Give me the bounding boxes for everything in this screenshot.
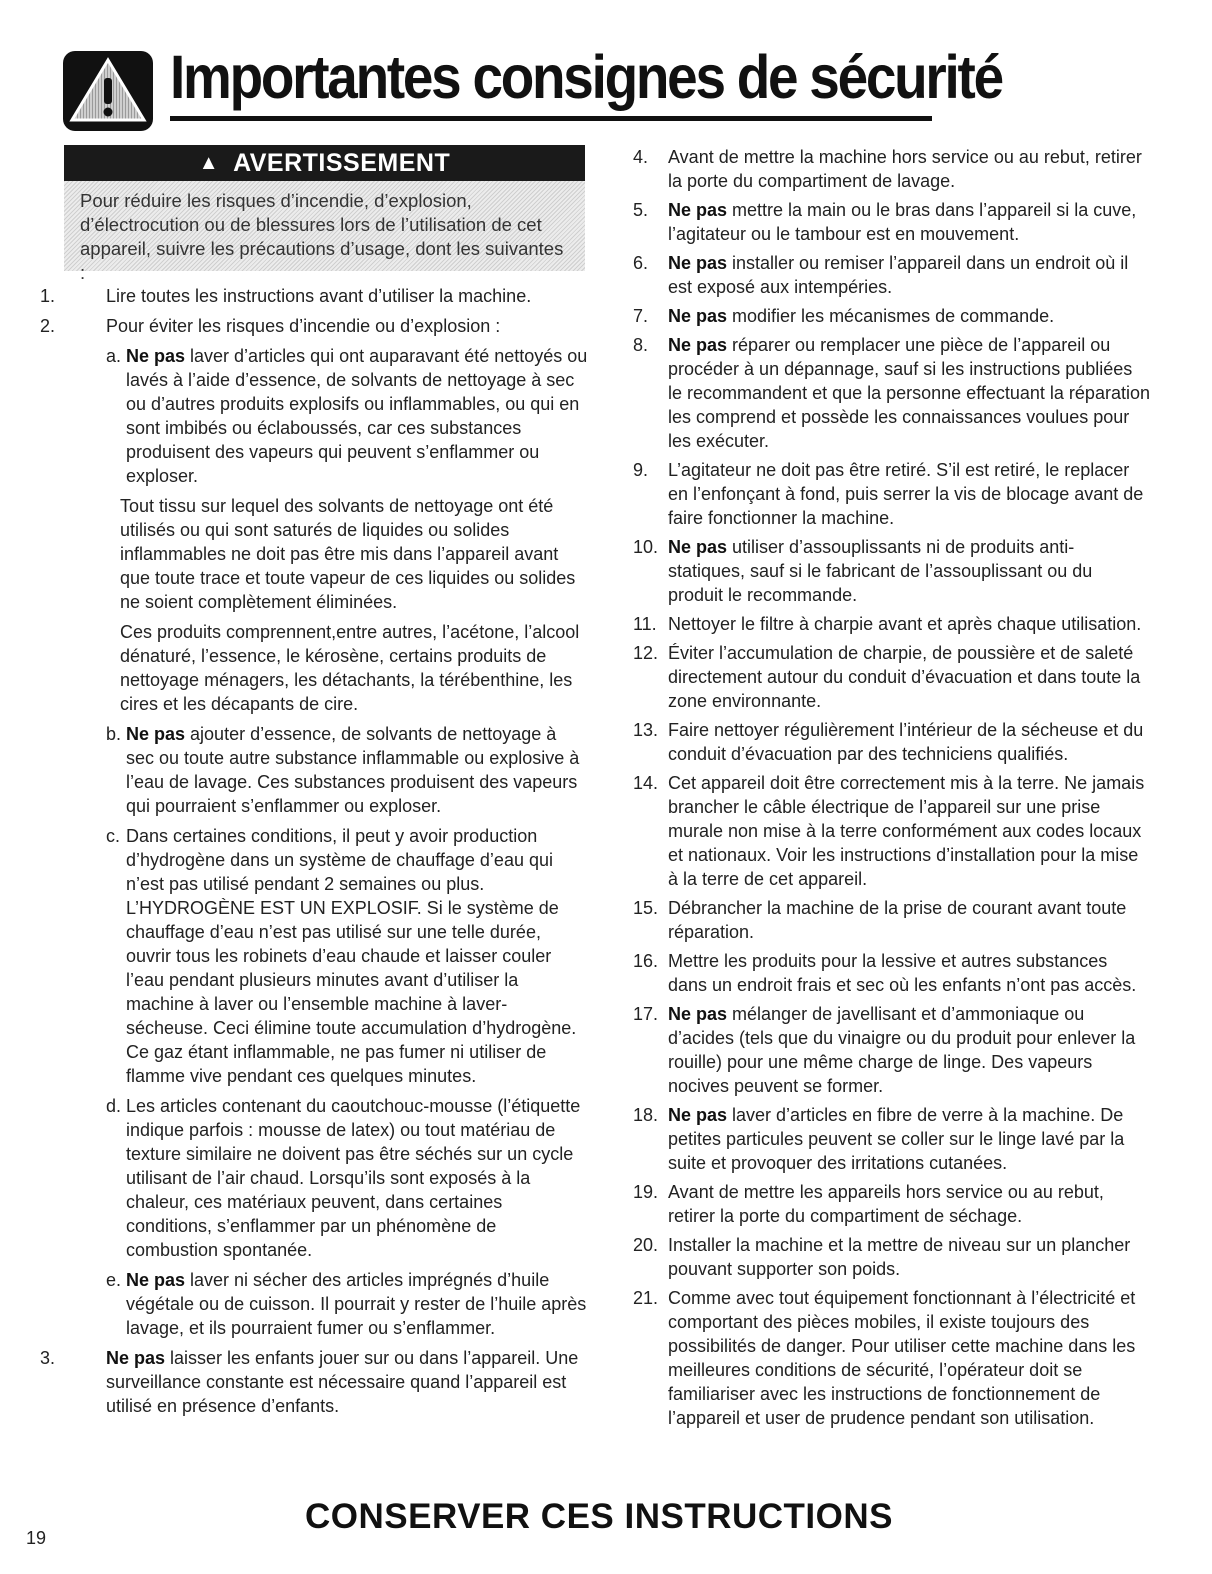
item-number: 6. <box>633 253 649 273</box>
ne-pas-label: Ne pas <box>668 1004 728 1024</box>
list-item <box>633 458 1151 530</box>
warning-box <box>64 145 585 283</box>
sub-item <box>40 344 588 488</box>
item-text: installer ou remiser l’appareil dans un endroit où il est exposé aux intempéries. <box>668 253 1129 297</box>
sub-text: laver ni sécher des articles imprégnés d’huile végétale ou de cuisson. Il pourrait y rester de l’huile après lavage, et ils pourraient fumer ou s’enflammer. <box>126 1270 587 1338</box>
right-column <box>633 145 1151 1435</box>
item-number: 17. <box>633 1004 659 1024</box>
item-text: modifier les mécanismes de commande. <box>727 306 1055 326</box>
sub-letter: d. <box>106 1096 122 1116</box>
warning-header <box>64 145 585 181</box>
item-text: Éviter l’accumulation de charpie, de poussière et de saleté directement autour du conduit d’évacuation et dans toute la zone environnante. <box>668 643 1141 711</box>
sub-text: Dans certaines conditions, il peut y avoir production d’hydrogène dans un système de chauffage d’eau qui n’est pas utilisé pendant 2 semaines ou plus. L’HYDROGÈNE EST UN EXPLOSIF. Si le système de chauffage d’eau n’est pas utilisé sur une telle durée, ouvrir tous les robinets d’eau chaude et laisser couler l’eau pendant plusieurs minutes avant d’utiliser la machine à laver ou l’ensemble machine à laver-sécheuse. Ceci élimine toute accumulation d’hydrogène. Ce gaz étant inflammable, ne pas fumer ni utiliser de flamme vive pendant ces quelques minutes. <box>126 826 577 1086</box>
sub-item <box>40 824 588 1088</box>
ne-pas-label: Ne pas <box>106 1348 166 1368</box>
list-item <box>633 896 1151 944</box>
ne-pas-label: Ne pas <box>668 1105 728 1125</box>
item-number: 11. <box>633 614 657 634</box>
item-number: 9. <box>633 460 649 480</box>
item-text: L’agitateur ne doit pas être retiré. S’il est retiré, le replacer en l’enfonçant à fond, puis serrer la vis de blocage avant de faire fonctionner la machine. <box>668 460 1144 528</box>
list-item <box>40 284 588 308</box>
item-text: laver d’articles en fibre de verre à la machine. De petites particules peuvent se coller sur le linge lavé par la suite et provoquer des irritations cutanées. <box>668 1105 1125 1173</box>
item-number: 20. <box>633 1235 659 1255</box>
item-number: 18. <box>633 1105 659 1125</box>
item-number: 10. <box>633 537 659 557</box>
list-item <box>633 641 1151 713</box>
ne-pas-label: Ne pas <box>126 724 186 744</box>
sub-paragraph: Ces produits comprennent,entre autres, l’acétone, l’alcool dénaturé, l’essence, le kérosène, certains produits de nettoyage ménagers, les détachants, la térébenthine, les cires et les décapants de cire. <box>120 622 580 714</box>
sub-letter: b. <box>106 724 122 744</box>
page-header <box>62 40 1002 130</box>
footer-title: CONSERVER CES INSTRUCTIONS <box>305 1497 893 1536</box>
page-number: 19 <box>26 1528 47 1548</box>
list-item <box>40 1346 588 1418</box>
item-text: Débrancher la machine de la prise de courant avant toute réparation. <box>668 898 1127 942</box>
list-item <box>633 1233 1151 1281</box>
warning-icon <box>62 50 154 132</box>
title-underline <box>170 116 932 121</box>
ne-pas-label: Ne pas <box>668 306 728 326</box>
item-number: 19. <box>633 1182 659 1202</box>
item-text: laisser les enfants jouer sur ou dans l’appareil. Une surveillance constante est nécessaire quand l’appareil est utilisé en présence d’enfants. <box>106 1348 579 1416</box>
item-text: Installer la machine et la mettre de niveau sur un plancher pouvant supporter son poids. <box>668 1235 1131 1279</box>
sub-text: Les articles contenant du caoutchouc-mousse (l’étiquette indique parfois : mousse de latex) ou tout matériau de texture similaire ne doivent pas être séchés sur un cycle utilisant de l’air chaud. Lorsqu’ils sont exposés à la chaleur, ces matériaux peuvent, dans certaines conditions, s’enflammer par un phénomène de combustion spontanée. <box>126 1096 581 1260</box>
item-text: Nettoyer le filtre à charpie avant et après chaque utilisation. <box>668 614 1142 634</box>
ne-pas-label: Ne pas <box>668 253 728 273</box>
sub-letter: c. <box>106 826 121 846</box>
item-number: 15. <box>633 898 659 918</box>
list-item <box>633 1103 1151 1175</box>
list-item <box>633 304 1151 328</box>
list-item <box>40 314 588 338</box>
list-item <box>633 251 1151 299</box>
item-number: 7. <box>633 306 649 326</box>
item-number: 2. <box>40 316 56 336</box>
item-number: 1. <box>40 286 56 306</box>
item-number: 16. <box>633 951 659 971</box>
ne-pas-label: Ne pas <box>668 335 728 355</box>
sub-item <box>40 1094 588 1262</box>
item-text: mélanger de javellisant et d’ammoniaque ou d’acides (tels que du vinaigre ou du produit pour enlever la rouille) pour une même charge de linge. Des vapeurs nocives peuvent se former. <box>668 1004 1136 1096</box>
sub-text: ajouter d’essence, de solvants de nettoyage à sec ou toute autre substance inflammable ou explosive à l’eau de lavage. Ces substances produisent des vapeurs qui pourraient s’enflammer ou exploser. <box>126 724 580 816</box>
ne-pas-label: Ne pas <box>668 537 728 557</box>
list-item <box>633 535 1151 607</box>
list-item <box>633 949 1151 997</box>
list-item <box>633 1180 1151 1228</box>
item-text: utiliser d’assouplissants ni de produits anti-statiques, sauf si le fabricant de l’assouplissant ou du produit le recommande. <box>668 537 1093 605</box>
item-number: 12. <box>633 643 659 663</box>
left-column <box>40 284 588 1424</box>
warning-triangle-icon: ▲ <box>198 151 220 174</box>
sub-paragraph: Tout tissu sur lequel des solvants de nettoyage ont été utilisés ou qui sont saturés de liquides ou solides inflammables ne doit pas être mis dans l’appareil avant que toute trace et toute vapeur de ces liquides ou solides ne soient complètement éliminées. <box>120 496 576 612</box>
item-number: 5. <box>633 200 649 220</box>
list-item <box>633 1002 1151 1098</box>
sub-item <box>40 1268 588 1340</box>
item-text: Mettre les produits pour la lessive et autres substances dans un endroit frais et sec où les enfants n’ont pas accès. <box>668 951 1137 995</box>
item-number: 4. <box>633 147 649 167</box>
item-number: 21. <box>633 1288 659 1308</box>
sub-text: laver d’articles qui ont auparavant été nettoyés ou lavés à l’aide d’essence, de solvants de nettoyage à sec ou d’autres produits explosifs ou inflammables, ou qui en sont imbibés ou éclaboussés, car ces substances produisent des vapeurs qui peuvent s’enflammer ou exploser. <box>126 346 588 486</box>
list-item <box>633 771 1151 891</box>
item-number: 3. <box>40 1348 56 1368</box>
item-text: Avant de mettre les appareils hors service ou au rebut, retirer la porte du compartiment de séchage. <box>668 1182 1104 1226</box>
item-text: Pour éviter les risques d’incendie ou d’explosion : <box>106 316 501 336</box>
list-item <box>633 333 1151 453</box>
list-item <box>633 718 1151 766</box>
sub-letter: a. <box>106 346 122 366</box>
item-number: 8. <box>633 335 649 355</box>
ne-pas-label: Ne pas <box>126 1270 186 1290</box>
warning-text: Pour réduire les risques d’incendie, d’explosion, d’électrocution ou de blessures lors de l’utilisation de cet appareil, suivre les précautions d’usage, dont les suivantes : <box>64 181 585 271</box>
sub-item <box>40 722 588 818</box>
sub-letter: e. <box>106 1270 122 1290</box>
list-item <box>633 145 1151 193</box>
item-text: réparer ou remplacer une pièce de l’appareil ou procéder à un dépannage, sauf si les instructions publiées le recommandent et que la personne effectuant la réparation les comprend et possède les connaissances voulues pour les exécuter. <box>668 335 1150 451</box>
warning-label: AVERTISSEMENT <box>233 148 451 177</box>
list-item <box>633 1286 1151 1430</box>
item-text: Avant de mettre la machine hors service ou au rebut, retirer la porte du compartiment de lavage. <box>668 147 1142 191</box>
item-text: mettre la main ou le bras dans l’appareil si la cuve, l’agitateur ou le tambour est en mouvement. <box>668 200 1137 244</box>
item-number: 14. <box>633 773 659 793</box>
ne-pas-label: Ne pas <box>668 200 728 220</box>
list-item <box>633 198 1151 246</box>
item-text: Lire toutes les instructions avant d’utiliser la machine. <box>106 286 532 306</box>
ne-pas-label: Ne pas <box>126 346 186 366</box>
list-item <box>633 612 1151 636</box>
item-number: 13. <box>633 720 659 740</box>
page-title: Importantes consignes de sécurité <box>170 43 1002 111</box>
item-text: Comme avec tout équipement fonctionnant à l’électricité et comportant des pièces mobiles, il existe toujours des possibilités de danger. Pour utiliser cette machine dans les meilleures conditions de sécurité, l’opérateur doit se familiariser avec les instructions de fonctionnement de l’appareil et user de prudence pendant son utilisation. <box>668 1288 1136 1428</box>
item-text: Faire nettoyer régulièrement l’intérieur de la sécheuse et du conduit d’évacuation par des techniciens qualifiés. <box>668 720 1144 764</box>
item-text: Cet appareil doit être correctement mis à la terre. Ne jamais brancher le câble électrique de l’appareil sur une prise murale non mise à la terre conformément aux codes locaux et nationaux. Voir les instructions d’installation pour la mise à la terre de cet appareil. <box>668 773 1145 889</box>
